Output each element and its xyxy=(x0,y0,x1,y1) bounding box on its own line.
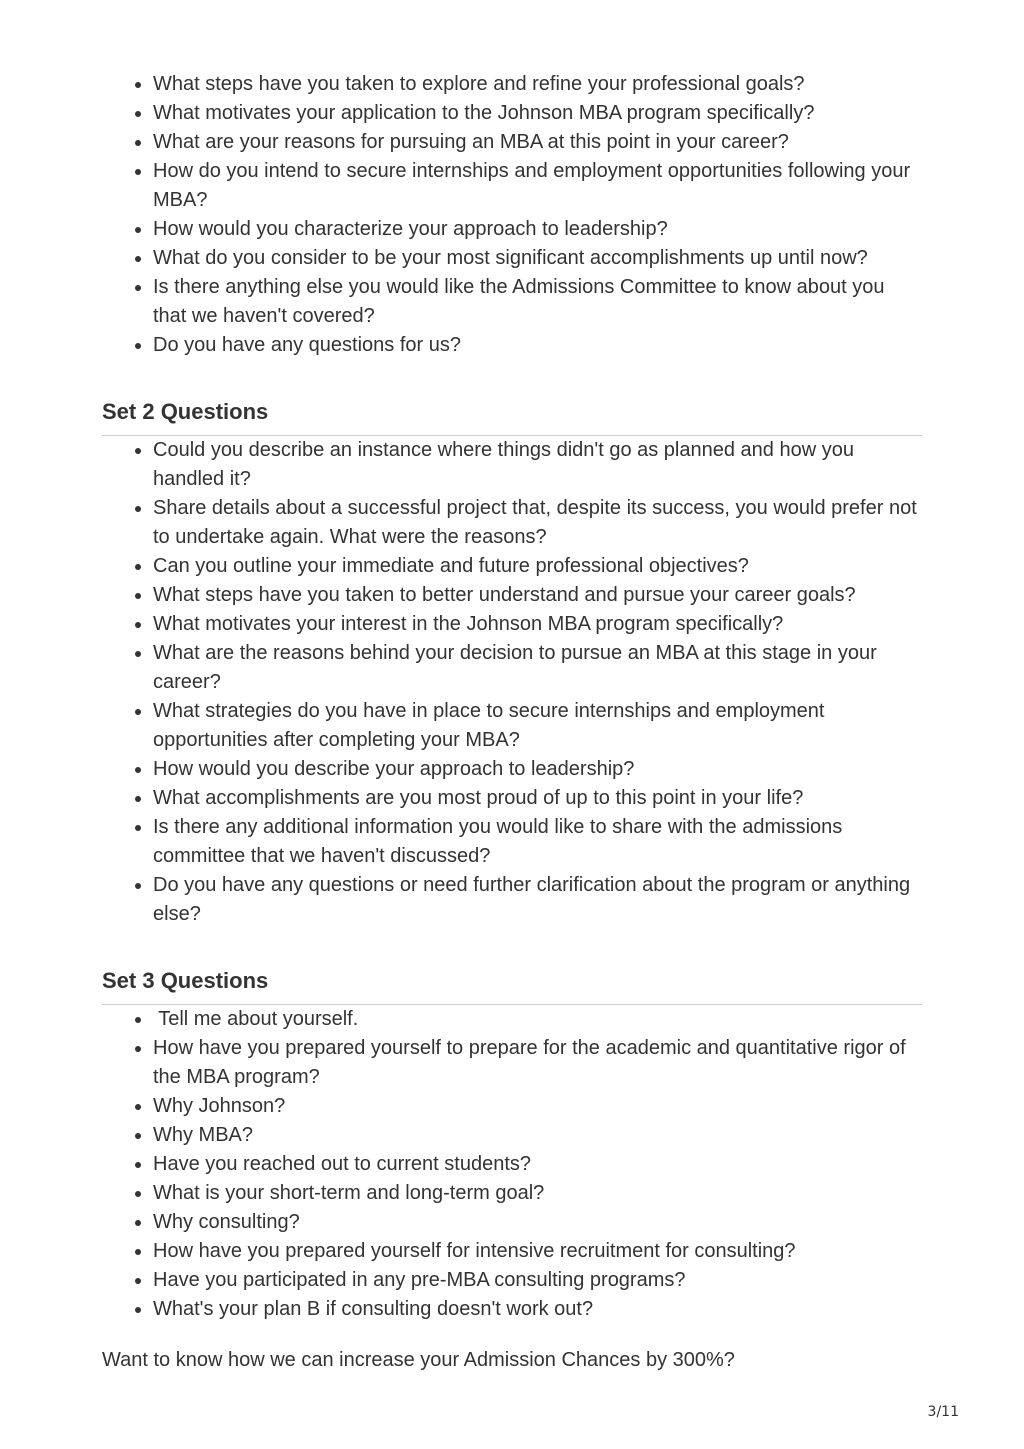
list-item: How do you intend to secure internships and employment opportunities following your MBA? xyxy=(153,157,922,215)
list-item: Do you have any questions or need further clarification about the program or anything else? xyxy=(153,871,922,929)
list-item: Could you describe an instance where things didn't go as planned and how you handled it? xyxy=(153,436,922,494)
list-item: What strategies do you have in place to secure internships and employment opportunities after completing your MBA? xyxy=(153,697,922,755)
page-number: 3/11 xyxy=(927,1404,959,1420)
list-item: What's your plan B if consulting doesn't work out? xyxy=(153,1295,922,1324)
list-item: Why consulting? xyxy=(153,1208,922,1237)
cta-text: Want to know how we can increase your Admission Chances by 300%? xyxy=(102,1349,735,1371)
document-page xyxy=(102,70,922,1375)
list-item: How would you characterize your approach to leadership? xyxy=(153,215,922,244)
set2-heading: Set 2 Questions xyxy=(102,398,922,436)
list-item: What accomplishments are you most proud of up to this point in your life? xyxy=(153,784,922,813)
list-item: Can you outline your immediate and future professional objectives? xyxy=(153,552,922,581)
list-item: What are your reasons for pursuing an MBA at this point in your career? xyxy=(153,128,922,157)
list-item: How would you describe your approach to leadership? xyxy=(153,755,922,784)
list-item: What motivates your application to the Johnson MBA program specifically? xyxy=(153,99,922,128)
list-item: Is there any additional information you would like to share with the admissions committee that we haven't discussed? xyxy=(153,813,922,871)
set2-question-list xyxy=(102,436,922,929)
list-item: How have you prepared yourself for intensive recruitment for consulting? xyxy=(153,1237,922,1266)
set3-question-list xyxy=(102,1005,922,1324)
list-item: Tell me about yourself. xyxy=(153,1005,922,1034)
list-item: What do you consider to be your most significant accomplishments up until now? xyxy=(153,244,922,273)
list-item: How have you prepared yourself to prepare for the academic and quantitative rigor of the MBA program? xyxy=(153,1034,922,1092)
list-item: What are the reasons behind your decision to pursue an MBA at this stage in your career? xyxy=(153,639,922,697)
list-item: Why Johnson? xyxy=(153,1092,922,1121)
set1-question-list xyxy=(102,70,922,360)
list-item: Share details about a successful project that, despite its success, you would prefer not to undertake again. What were the reasons? xyxy=(153,494,922,552)
list-item: What is your short-term and long-term goal? xyxy=(153,1179,922,1208)
list-item: Why MBA? xyxy=(153,1121,922,1150)
set3-heading: Set 3 Questions xyxy=(102,967,922,1005)
list-item: What motivates your interest in the Johnson MBA program specifically? xyxy=(153,610,922,639)
list-item: Have you participated in any pre-MBA consulting programs? xyxy=(153,1266,922,1295)
list-item: What steps have you taken to explore and refine your professional goals? xyxy=(153,70,922,99)
list-item: Have you reached out to current students? xyxy=(153,1150,922,1179)
list-item: What steps have you taken to better understand and pursue your career goals? xyxy=(153,581,922,610)
list-item: Do you have any questions for us? xyxy=(153,331,922,360)
list-item: Is there anything else you would like the Admissions Committee to know about you that we haven't covered? xyxy=(153,273,922,331)
